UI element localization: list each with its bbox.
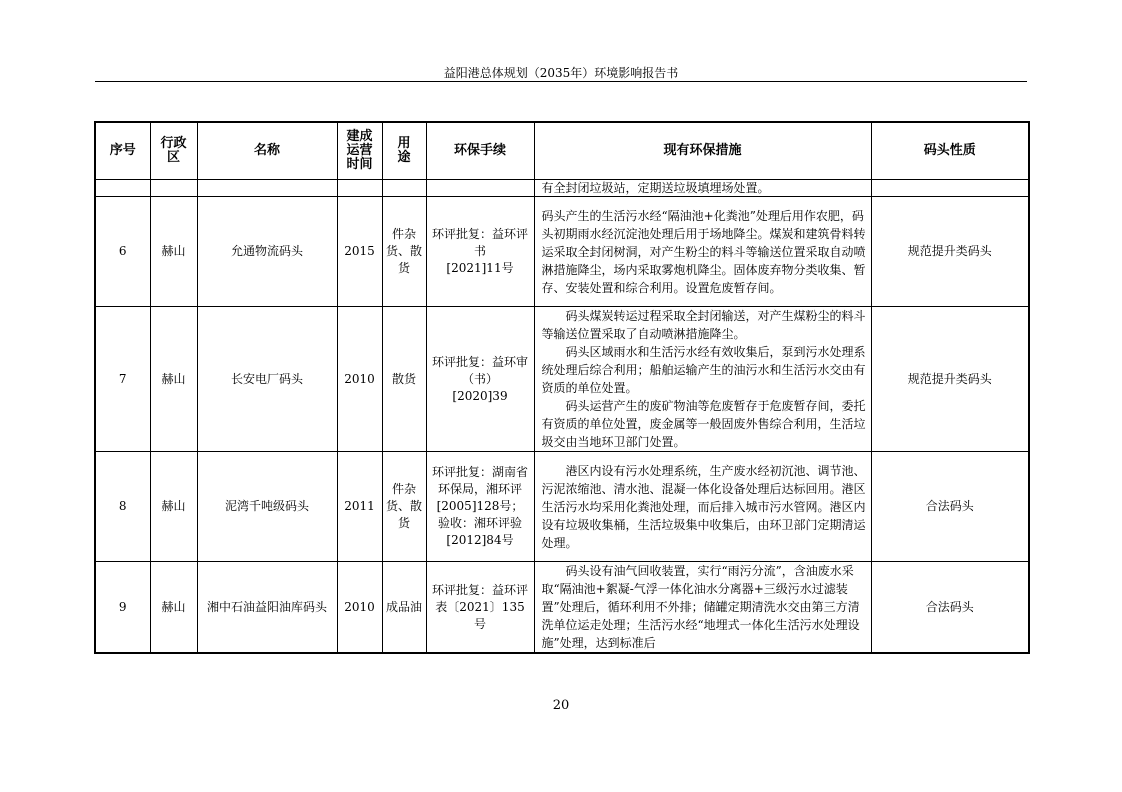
- row-nature: 规范提升类码头: [871, 307, 1029, 452]
- row-procedure: [426, 562, 534, 654]
- row-procedure: [426, 452, 534, 562]
- row-use: 散货: [382, 307, 426, 452]
- col-header-year: 建成运营时间: [337, 122, 382, 180]
- measures-paragraph: 港区内设有污水处理系统，生产废水经初沉池、调节池、污泥浓缩池、清水池、混凝一体化设备处理后达标回用。港区生活污水均采用化粪池处理，而后排入城市污水管网。港区内设有垃圾收集桶，生活垃圾集中收集后，由环卫部门定期清运处理。: [541, 463, 866, 550]
- row-measures: [534, 197, 871, 307]
- row-measures: [534, 562, 871, 654]
- measures-paragraph: 码头区域雨水和生活污水经有效收集后，泵到污水处理系统处理后综合利用；船舶运输产生的油污水和生活污水交由有资质的单位处置。: [541, 345, 866, 395]
- measures-paragraph: 码头运营产生的废矿物油等危废暂存于危废暂存间，委托有资质的单位处置，废金属等一般固废外售综合利用，生活垃圾交由当地环卫部门处置。: [541, 399, 866, 449]
- row-nature: 合法码头: [871, 562, 1029, 654]
- row-name: 长安电厂码头: [197, 307, 337, 452]
- table-header-row: [95, 122, 1029, 180]
- row-use: 件杂货、散货: [382, 452, 426, 562]
- col-header-district: 行政区: [150, 122, 197, 180]
- row-year: 2010: [337, 307, 382, 452]
- procedure-line: 环评批复：益环评表〔2021〕135号: [431, 582, 528, 631]
- row-district: 赫山: [150, 562, 197, 654]
- row-use: 成品油: [382, 562, 426, 654]
- table-row: [95, 307, 1029, 452]
- table-row-continuation: [95, 180, 1029, 197]
- row-year: 2011: [337, 452, 382, 562]
- row-district: 赫山: [150, 197, 197, 307]
- table-row: [95, 562, 1029, 654]
- row-district: 赫山: [150, 307, 197, 452]
- page-header-title: 益阳港总体规划（2035年）环境影响报告书: [443, 66, 679, 80]
- row-no: 6: [95, 197, 150, 307]
- page-number: 20: [552, 698, 570, 713]
- col-header-name: 名称: [197, 122, 337, 180]
- row-name: 湘中石油益阳油库码头: [197, 562, 337, 654]
- header-rule: [95, 81, 1027, 82]
- row-no: 8: [95, 452, 150, 562]
- row-measures: [534, 452, 871, 562]
- table-row: [95, 197, 1029, 307]
- row-name: 允通物流码头: [197, 197, 337, 307]
- col-header-nature: 码头性质: [871, 122, 1029, 180]
- row-procedure: [426, 197, 534, 307]
- measures-cell: 有全封闭垃圾站，定期送垃圾填埋场处置。: [534, 180, 871, 197]
- row-use: 件杂货、散货: [382, 197, 426, 307]
- row-district: 赫山: [150, 452, 197, 562]
- measures-paragraph: 码头煤炭转运过程采取全封闭输送，对产生煤粉尘的料斗等输送位置采取了自动喷淋措施降尘。: [541, 309, 866, 341]
- procedure-line: 环评批复：湖南省环保局，湘环评[2005]128号；: [431, 465, 528, 513]
- col-header-measures: 现有环保措施: [534, 122, 871, 180]
- col-header-procedure: 环保手续: [426, 122, 534, 180]
- measures-paragraph: 码头设有油气回收装置，实行“雨污分流”，含油废水采取“隔油池+絮凝-气浮一体化油水分离器+三级污水过滤装置”处理后，循环利用不外排；储罐定期清洗水交由第三方清洗单位运走处理；生活污水经“地埋式一体化生活污水处理设施”处理，达到标准后: [541, 564, 860, 650]
- row-name: 泥湾千吨级码头: [197, 452, 337, 562]
- row-nature: 合法码头: [871, 452, 1029, 562]
- procedure-line: [2020]39: [452, 388, 508, 403]
- row-year: 2010: [337, 562, 382, 654]
- row-no: 9: [95, 562, 150, 654]
- row-measures: [534, 307, 871, 452]
- procedure-line: 验收：湘环评验[2012]84号: [437, 516, 522, 547]
- procedure-line: [2021]11号: [446, 261, 514, 275]
- row-year: 2015: [337, 197, 382, 307]
- procedure-line: 环评批复：益环评书: [431, 227, 528, 258]
- table-row: [95, 452, 1029, 562]
- wharf-table: [94, 121, 1030, 654]
- col-header-no: 序号: [95, 122, 150, 180]
- measures-paragraph: 码头产生的生活污水经“隔油池+化粪池”处理后用作农肥，码头初期雨水经沉淀池处理后用于场地降尘。煤炭和建筑骨料转运采取全封闭树洞，对产生粉尘的料斗等输送位置采取自动喷淋措施降尘，场内采取雾炮机降尘。固体废弃物分类收集、暂存、安装处置和综合利用。设置危废暂存间。: [541, 208, 866, 295]
- row-procedure: [426, 307, 534, 452]
- row-no: 7: [95, 307, 150, 452]
- row-nature: 规范提升类码头: [871, 197, 1029, 307]
- col-header-use: 用途: [382, 122, 426, 180]
- procedure-line: 环评批复：益环审（书）: [431, 354, 528, 386]
